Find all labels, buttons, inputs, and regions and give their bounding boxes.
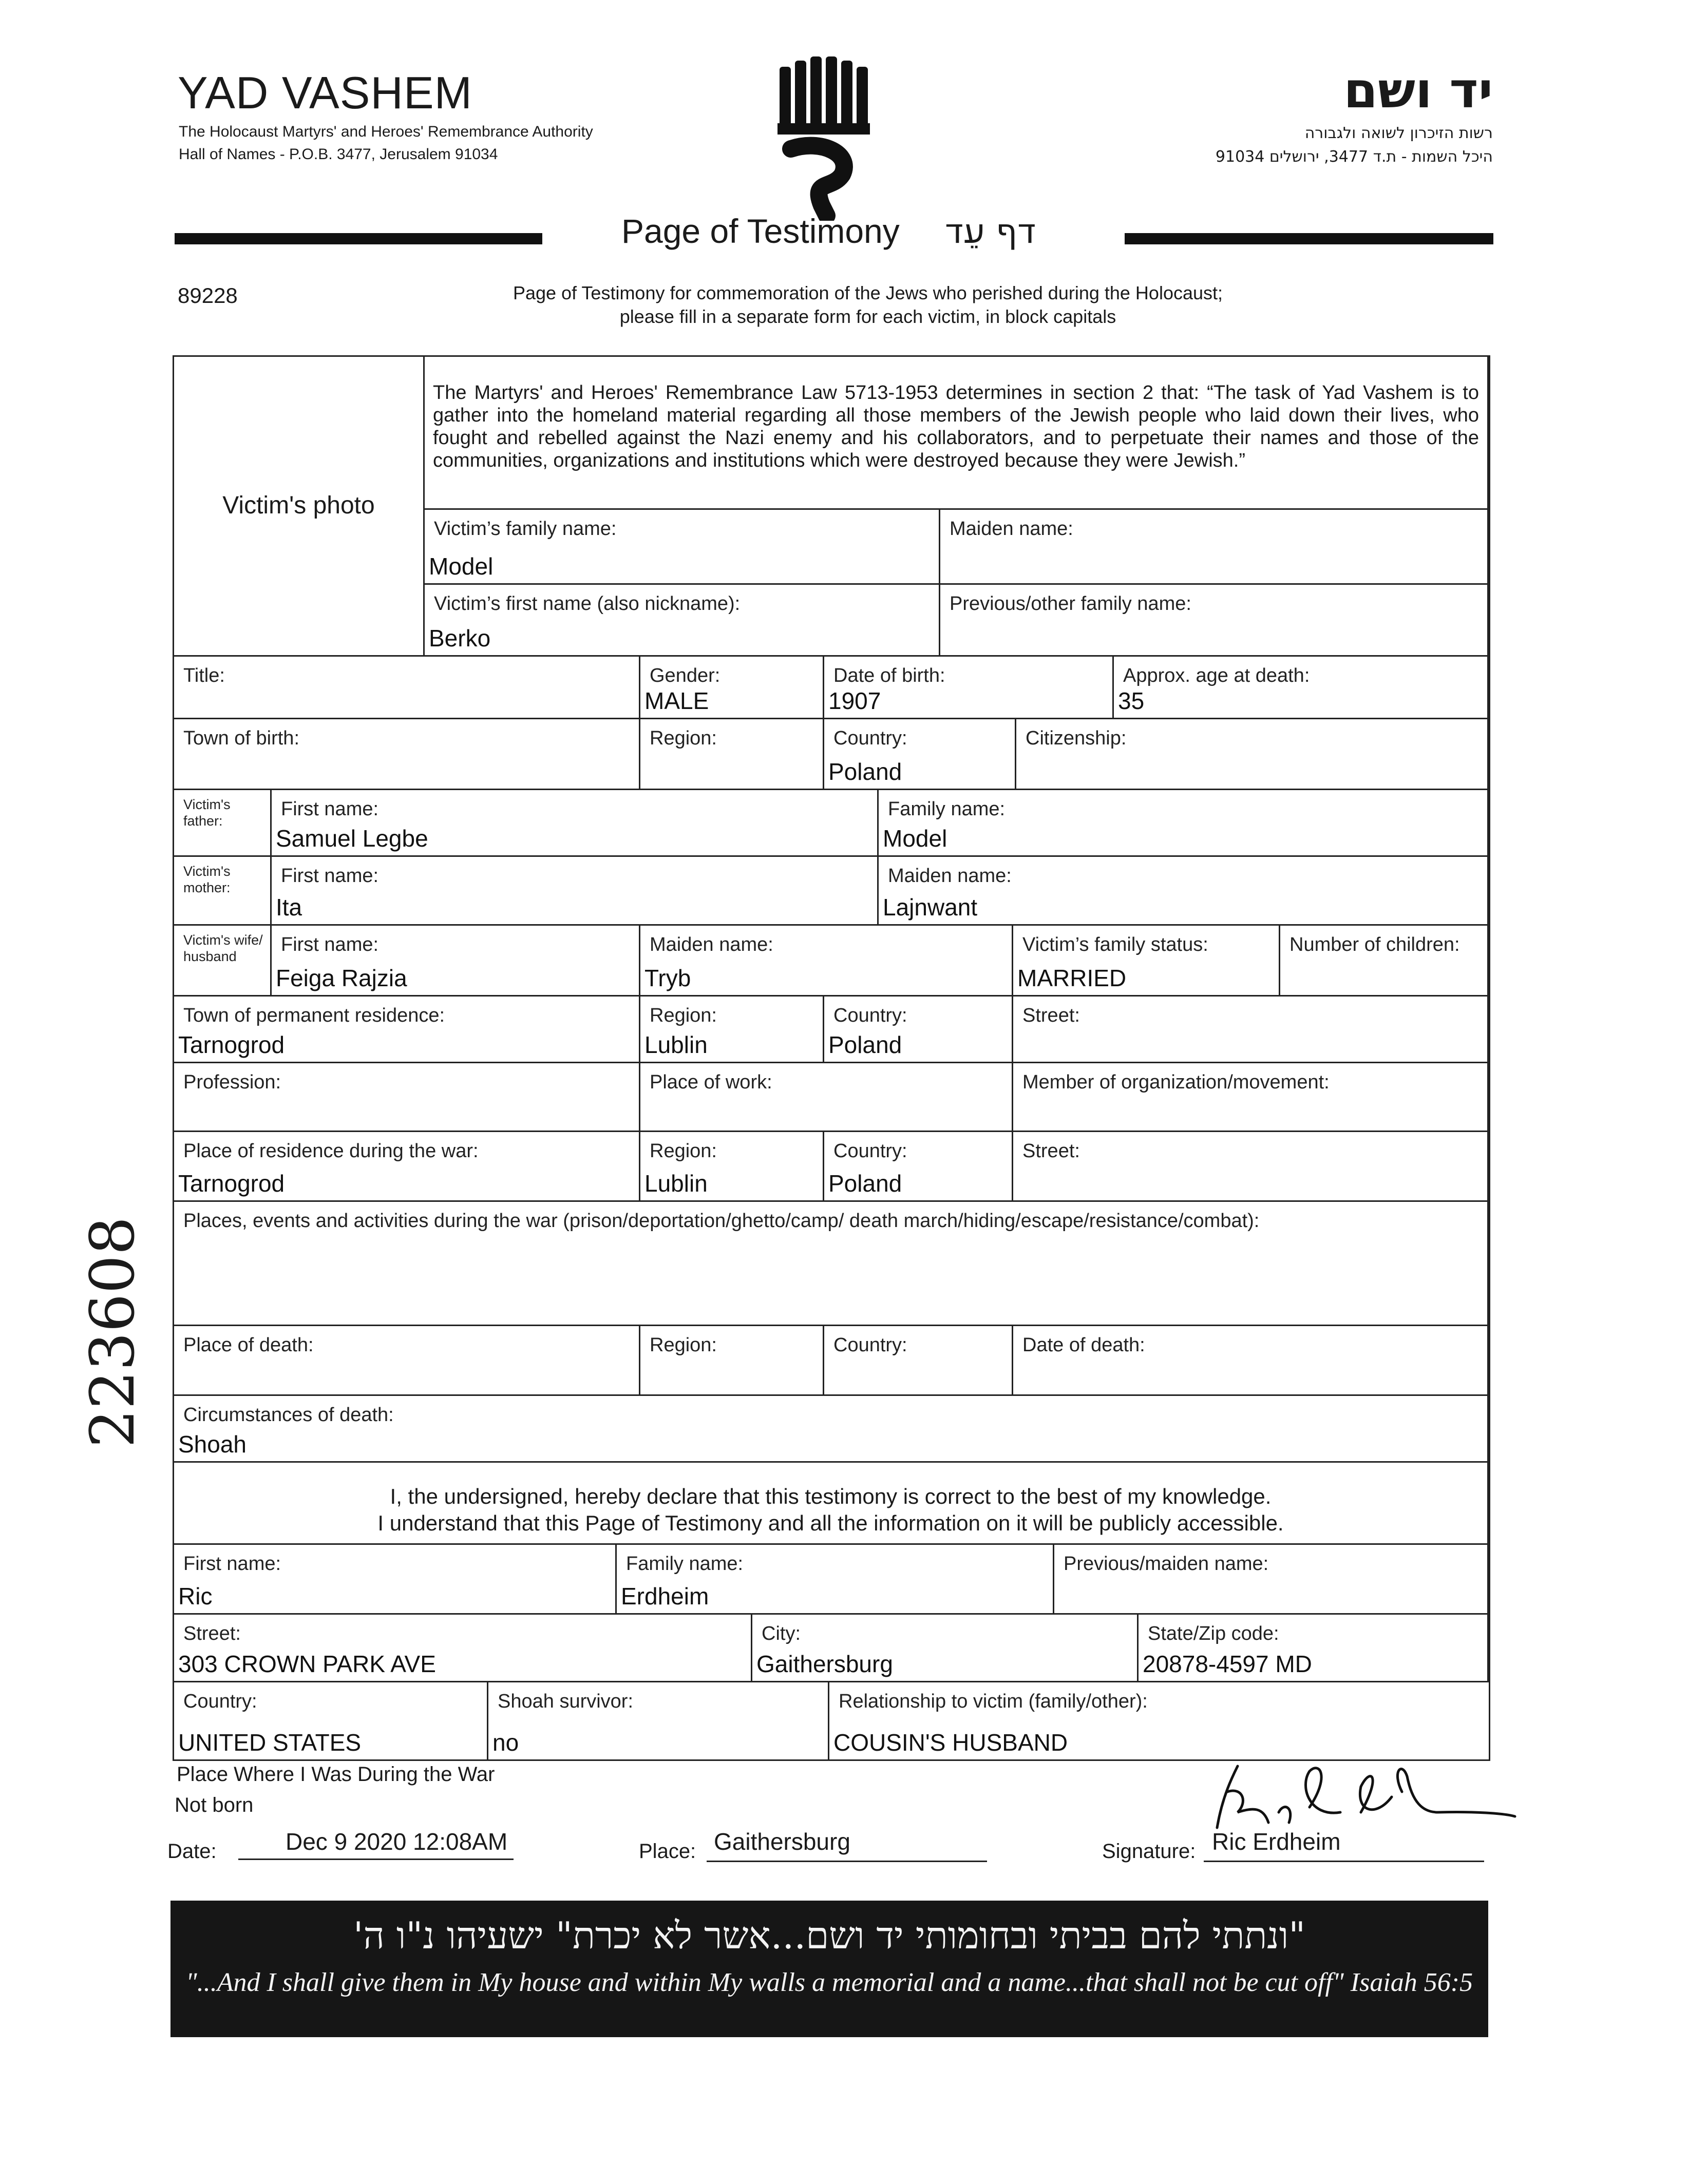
submitter-first-name-label: First name: — [183, 1553, 281, 1575]
submitter-country-label: Country: — [183, 1691, 257, 1712]
family-name-value: Model — [429, 553, 494, 580]
first-name-value: Berko — [429, 625, 491, 652]
spouse-maiden-name-value: Tryb — [644, 965, 691, 991]
citizenship-field[interactable] — [1016, 719, 1489, 790]
date-underline — [238, 1859, 514, 1860]
war-country-field[interactable] — [824, 1132, 1013, 1202]
submitter-family-name-field[interactable] — [617, 1545, 1054, 1615]
submitter-family-name-value: Erdheim — [621, 1583, 709, 1610]
mother-first-name-value: Ita — [276, 894, 302, 921]
gender-label: Gender: — [650, 665, 720, 686]
banner-hebrew-verse: "ונתתי להם בביתי ובחומותי יד ושם...אשר לא יכרת" ישעיהו נ"ו ה' — [353, 1914, 1306, 1957]
town-of-birth-label: Town of birth: — [183, 727, 299, 749]
organization-field[interactable] — [1013, 1063, 1489, 1132]
mother-label: Victim's mother: — [183, 864, 231, 895]
family-name-label: Victim’s family name: — [434, 518, 617, 540]
permanent-town-value: Tarnogrod — [178, 1031, 285, 1058]
hebrew-org-address: היכל השמות - ת.ד 3477, ירושלים 91034 — [1215, 148, 1493, 166]
relationship-label: Relationship to victim (family/other): — [839, 1691, 1148, 1712]
date-value: Dec 9 2020 12:08AM — [286, 1828, 508, 1855]
declaration-box — [174, 1463, 1489, 1545]
father-first-name-label: First name: — [281, 798, 379, 820]
submitter-state-value: 20878-4597 MD — [1143, 1651, 1312, 1677]
war-country-value: Poland — [828, 1170, 902, 1197]
town-of-birth-field[interactable] — [174, 719, 640, 790]
war-region-label: Region: — [650, 1140, 717, 1162]
mother-first-name-label: First name: — [281, 865, 379, 887]
submitter-street-value: 303 CROWN PARK AVE — [178, 1651, 436, 1677]
date-of-death-label: Date of death: — [1022, 1334, 1145, 1356]
permanent-country-field[interactable] — [824, 997, 1013, 1063]
form-code: 89228 — [178, 283, 238, 308]
submitter-city-value: Gaithersburg — [756, 1651, 893, 1677]
circumstances-label: Circumstances of death: — [183, 1404, 394, 1426]
law-text: The Martyrs' and Heroes' Remembrance Law 5713-1953 determines in section 2 that: “The task of Yad Vashem is to gather into the homeland material regarding all those members of the Jewish people who laid down their lives, who fought and rebelled against the Nazi enemy and his collaborators, and to perpetuate their names and those of the communities, organizations and institutions which were destroyed because they were Jewish.” — [433, 382, 1479, 471]
number-of-children-label: Number of children: — [1289, 934, 1460, 955]
submitter-family-name-label: Family name: — [626, 1553, 744, 1575]
submitter-prev-name-label: Previous/maiden name: — [1064, 1553, 1269, 1575]
submitter-country-field[interactable] — [174, 1682, 488, 1759]
death-country-label: Country: — [833, 1334, 907, 1356]
place-of-death-label: Place of death: — [183, 1334, 314, 1356]
place-value: Gaithersburg — [714, 1828, 850, 1855]
war-places-field[interactable] — [174, 1202, 1489, 1326]
father-row-label — [174, 790, 272, 857]
family-status-value: MARRIED — [1017, 965, 1127, 991]
first-name-label: Victim’s first name (also nickname): — [434, 593, 741, 615]
org-address: Hall of Names - P.O.B. 3477, Jerusalem 91034 — [179, 146, 498, 163]
handwritten-number: 223608 — [77, 1216, 148, 1448]
title-label: Title: — [183, 665, 225, 686]
date-of-birth-field[interactable] — [824, 657, 1114, 719]
submitter-city-label: City: — [762, 1623, 801, 1644]
previous-family-name-label: Previous/other family name: — [950, 593, 1191, 615]
intro-line-1: Page of Testimony for commemoration of the Jews who perished during the Holocaust; — [513, 282, 1223, 303]
testimony-form — [173, 355, 1490, 1761]
spouse-maiden-name-field[interactable] — [640, 926, 1013, 997]
submitter-street-label: Street: — [183, 1623, 241, 1644]
place-of-work-label: Place of work: — [650, 1071, 772, 1093]
intro-line-2: please fill in a separate form for each victim, in block capitals — [619, 306, 1116, 327]
submitter-prev-name-field[interactable] — [1054, 1545, 1489, 1615]
spouse-first-name-field[interactable] — [272, 926, 640, 997]
permanent-region-label: Region: — [650, 1005, 717, 1026]
birth-region-label: Region: — [650, 727, 717, 749]
signature-value: Ric Erdheim — [1212, 1828, 1341, 1855]
submitter-city-field[interactable] — [752, 1615, 1139, 1682]
circumstances-field[interactable] — [174, 1396, 1489, 1463]
hebrew-org-title: יד ושם — [1343, 62, 1493, 119]
victim-photo-label: Victim's photo — [222, 492, 375, 519]
number-of-children-field[interactable] — [1280, 926, 1489, 997]
war-location-label: Place Where I Was During the War — [177, 1763, 495, 1786]
war-street-field[interactable] — [1013, 1132, 1489, 1202]
war-region-field[interactable] — [640, 1132, 824, 1202]
declaration-line-1: I, the undersigned, hereby declare that this testimony is correct to the best of my knowledge. — [390, 1484, 1272, 1508]
hebrew-org-subtitle: רשות הזיכרון לשואה ולגבורה — [1304, 124, 1493, 142]
circumstances-value: Shoah — [178, 1431, 247, 1458]
war-residence-value: Tarnogrod — [178, 1170, 285, 1197]
war-location-value: Not born — [175, 1794, 254, 1816]
title-field[interactable] — [174, 657, 640, 719]
signature-underline — [1204, 1861, 1484, 1862]
mother-maiden-name-field[interactable] — [879, 857, 1489, 926]
family-name-field[interactable] — [425, 510, 940, 585]
war-residence-label: Place of residence during the war: — [183, 1140, 479, 1162]
submitter-state-field[interactable] — [1139, 1615, 1489, 1682]
signature-label: Signature: — [1102, 1840, 1196, 1863]
birth-region-field[interactable] — [640, 719, 824, 790]
first-name-field[interactable] — [425, 585, 940, 657]
submitter-state-label: State/Zip code: — [1148, 1623, 1279, 1644]
father-family-name-label: Family name: — [888, 798, 1006, 820]
relationship-field[interactable] — [829, 1682, 1489, 1759]
father-family-name-value: Model — [883, 825, 947, 852]
birth-country-field[interactable] — [824, 719, 1016, 790]
death-country-field[interactable] — [824, 1326, 1013, 1396]
law-text-box — [425, 357, 1489, 510]
org-subtitle: The Holocaust Martyrs' and Heroes' Remembrance Authority — [179, 123, 593, 140]
war-street-label: Street: — [1022, 1140, 1080, 1162]
profession-label: Profession: — [183, 1071, 281, 1093]
handwritten-signature — [1207, 1756, 1525, 1838]
submitter-first-name-value: Ric — [178, 1583, 213, 1610]
page-title-hebrew: דף עֵד — [945, 212, 1036, 251]
mother-first-name-field[interactable] — [272, 857, 879, 926]
gender-field[interactable] — [640, 657, 824, 719]
shoah-survivor-label: Shoah survivor: — [498, 1691, 634, 1712]
spouse-maiden-name-label: Maiden name: — [650, 934, 773, 955]
age-at-death-label: Approx. age at death: — [1123, 665, 1310, 686]
declaration-line-2: I understand that this Page of Testimony and all the information on it will be publicly accessible. — [377, 1511, 1284, 1535]
previous-family-name-field[interactable] — [940, 585, 1489, 657]
org-title: YAD VASHEM — [178, 67, 472, 118]
age-at-death-value: 35 — [1118, 687, 1145, 714]
profession-field[interactable] — [174, 1063, 640, 1132]
father-family-name-field[interactable] — [879, 790, 1489, 857]
place-underline — [707, 1861, 987, 1862]
submitter-first-name-field[interactable] — [174, 1545, 617, 1615]
age-at-death-field[interactable] — [1114, 657, 1489, 719]
permanent-country-value: Poland — [828, 1031, 902, 1058]
banner-english-verse: "...And I shall give them in My house and within My walls a memorial and a name...that shall not be cut off" Isaiah 56:5 — [185, 1968, 1473, 1997]
place-of-work-field[interactable] — [640, 1063, 1013, 1132]
birth-country-value: Poland — [828, 758, 902, 785]
birth-country-label: Country: — [833, 727, 907, 749]
divider-right — [1125, 233, 1493, 244]
death-region-label: Region: — [650, 1334, 717, 1356]
war-places-label: Places, events and activities during the war (prison/deportation/ghetto/camp/ death march/hiding/escape/resistance/combat): — [183, 1210, 1260, 1232]
date-of-birth-value: 1907 — [828, 687, 881, 714]
permanent-street-label: Street: — [1022, 1005, 1080, 1026]
spouse-label: Victim's wife/ husband — [183, 932, 263, 964]
family-status-field[interactable] — [1013, 926, 1280, 997]
maiden-name-field[interactable] — [940, 510, 1489, 585]
citizenship-label: Citizenship: — [1026, 727, 1127, 749]
organization-label: Member of organization/movement: — [1022, 1071, 1330, 1093]
yad-vashem-logo — [770, 51, 878, 221]
submitter-street-field[interactable] — [174, 1615, 752, 1682]
gender-value: MALE — [644, 687, 709, 714]
victim-photo-box[interactable] — [174, 357, 425, 657]
permanent-region-field[interactable] — [640, 997, 824, 1063]
permanent-town-field[interactable] — [174, 997, 640, 1063]
shoah-survivor-value: no — [492, 1729, 519, 1756]
family-status-label: Victim’s family status: — [1022, 934, 1208, 955]
place-label: Place: — [639, 1840, 696, 1863]
father-first-name-field[interactable] — [272, 790, 879, 857]
relationship-value: COUSIN'S HUSBAND — [833, 1729, 1068, 1756]
war-country-label: Country: — [833, 1140, 907, 1162]
page-title: Page of Testimony — [621, 212, 900, 250]
permanent-town-label: Town of permanent residence: — [183, 1005, 445, 1026]
father-first-name-value: Samuel Legbe — [276, 825, 428, 852]
place-of-death-field[interactable] — [174, 1326, 640, 1396]
date-of-birth-label: Date of birth: — [833, 665, 945, 686]
date-of-death-field[interactable] — [1013, 1326, 1489, 1396]
divider-left — [175, 233, 542, 244]
isaiah-banner — [170, 1901, 1488, 2037]
spouse-first-name-value: Feiga Rajzia — [276, 965, 407, 991]
war-region-value: Lublin — [644, 1170, 708, 1197]
submitter-country-value: UNITED STATES — [178, 1729, 362, 1756]
spouse-first-name-label: First name: — [281, 934, 379, 955]
war-residence-field[interactable] — [174, 1132, 640, 1202]
date-label: Date: — [167, 1840, 217, 1863]
death-region-field[interactable] — [640, 1326, 824, 1396]
maiden-name-label: Maiden name: — [950, 518, 1073, 540]
mother-row-label — [174, 857, 272, 926]
permanent-region-value: Lublin — [644, 1031, 708, 1058]
father-label: Victim's father: — [183, 797, 231, 829]
spouse-row-label — [174, 926, 272, 997]
mother-maiden-name-value: Lajnwant — [883, 894, 978, 921]
mother-maiden-name-label: Maiden name: — [888, 865, 1012, 887]
permanent-street-field[interactable] — [1013, 997, 1489, 1063]
shoah-survivor-field[interactable] — [488, 1682, 829, 1759]
permanent-country-label: Country: — [833, 1005, 907, 1026]
